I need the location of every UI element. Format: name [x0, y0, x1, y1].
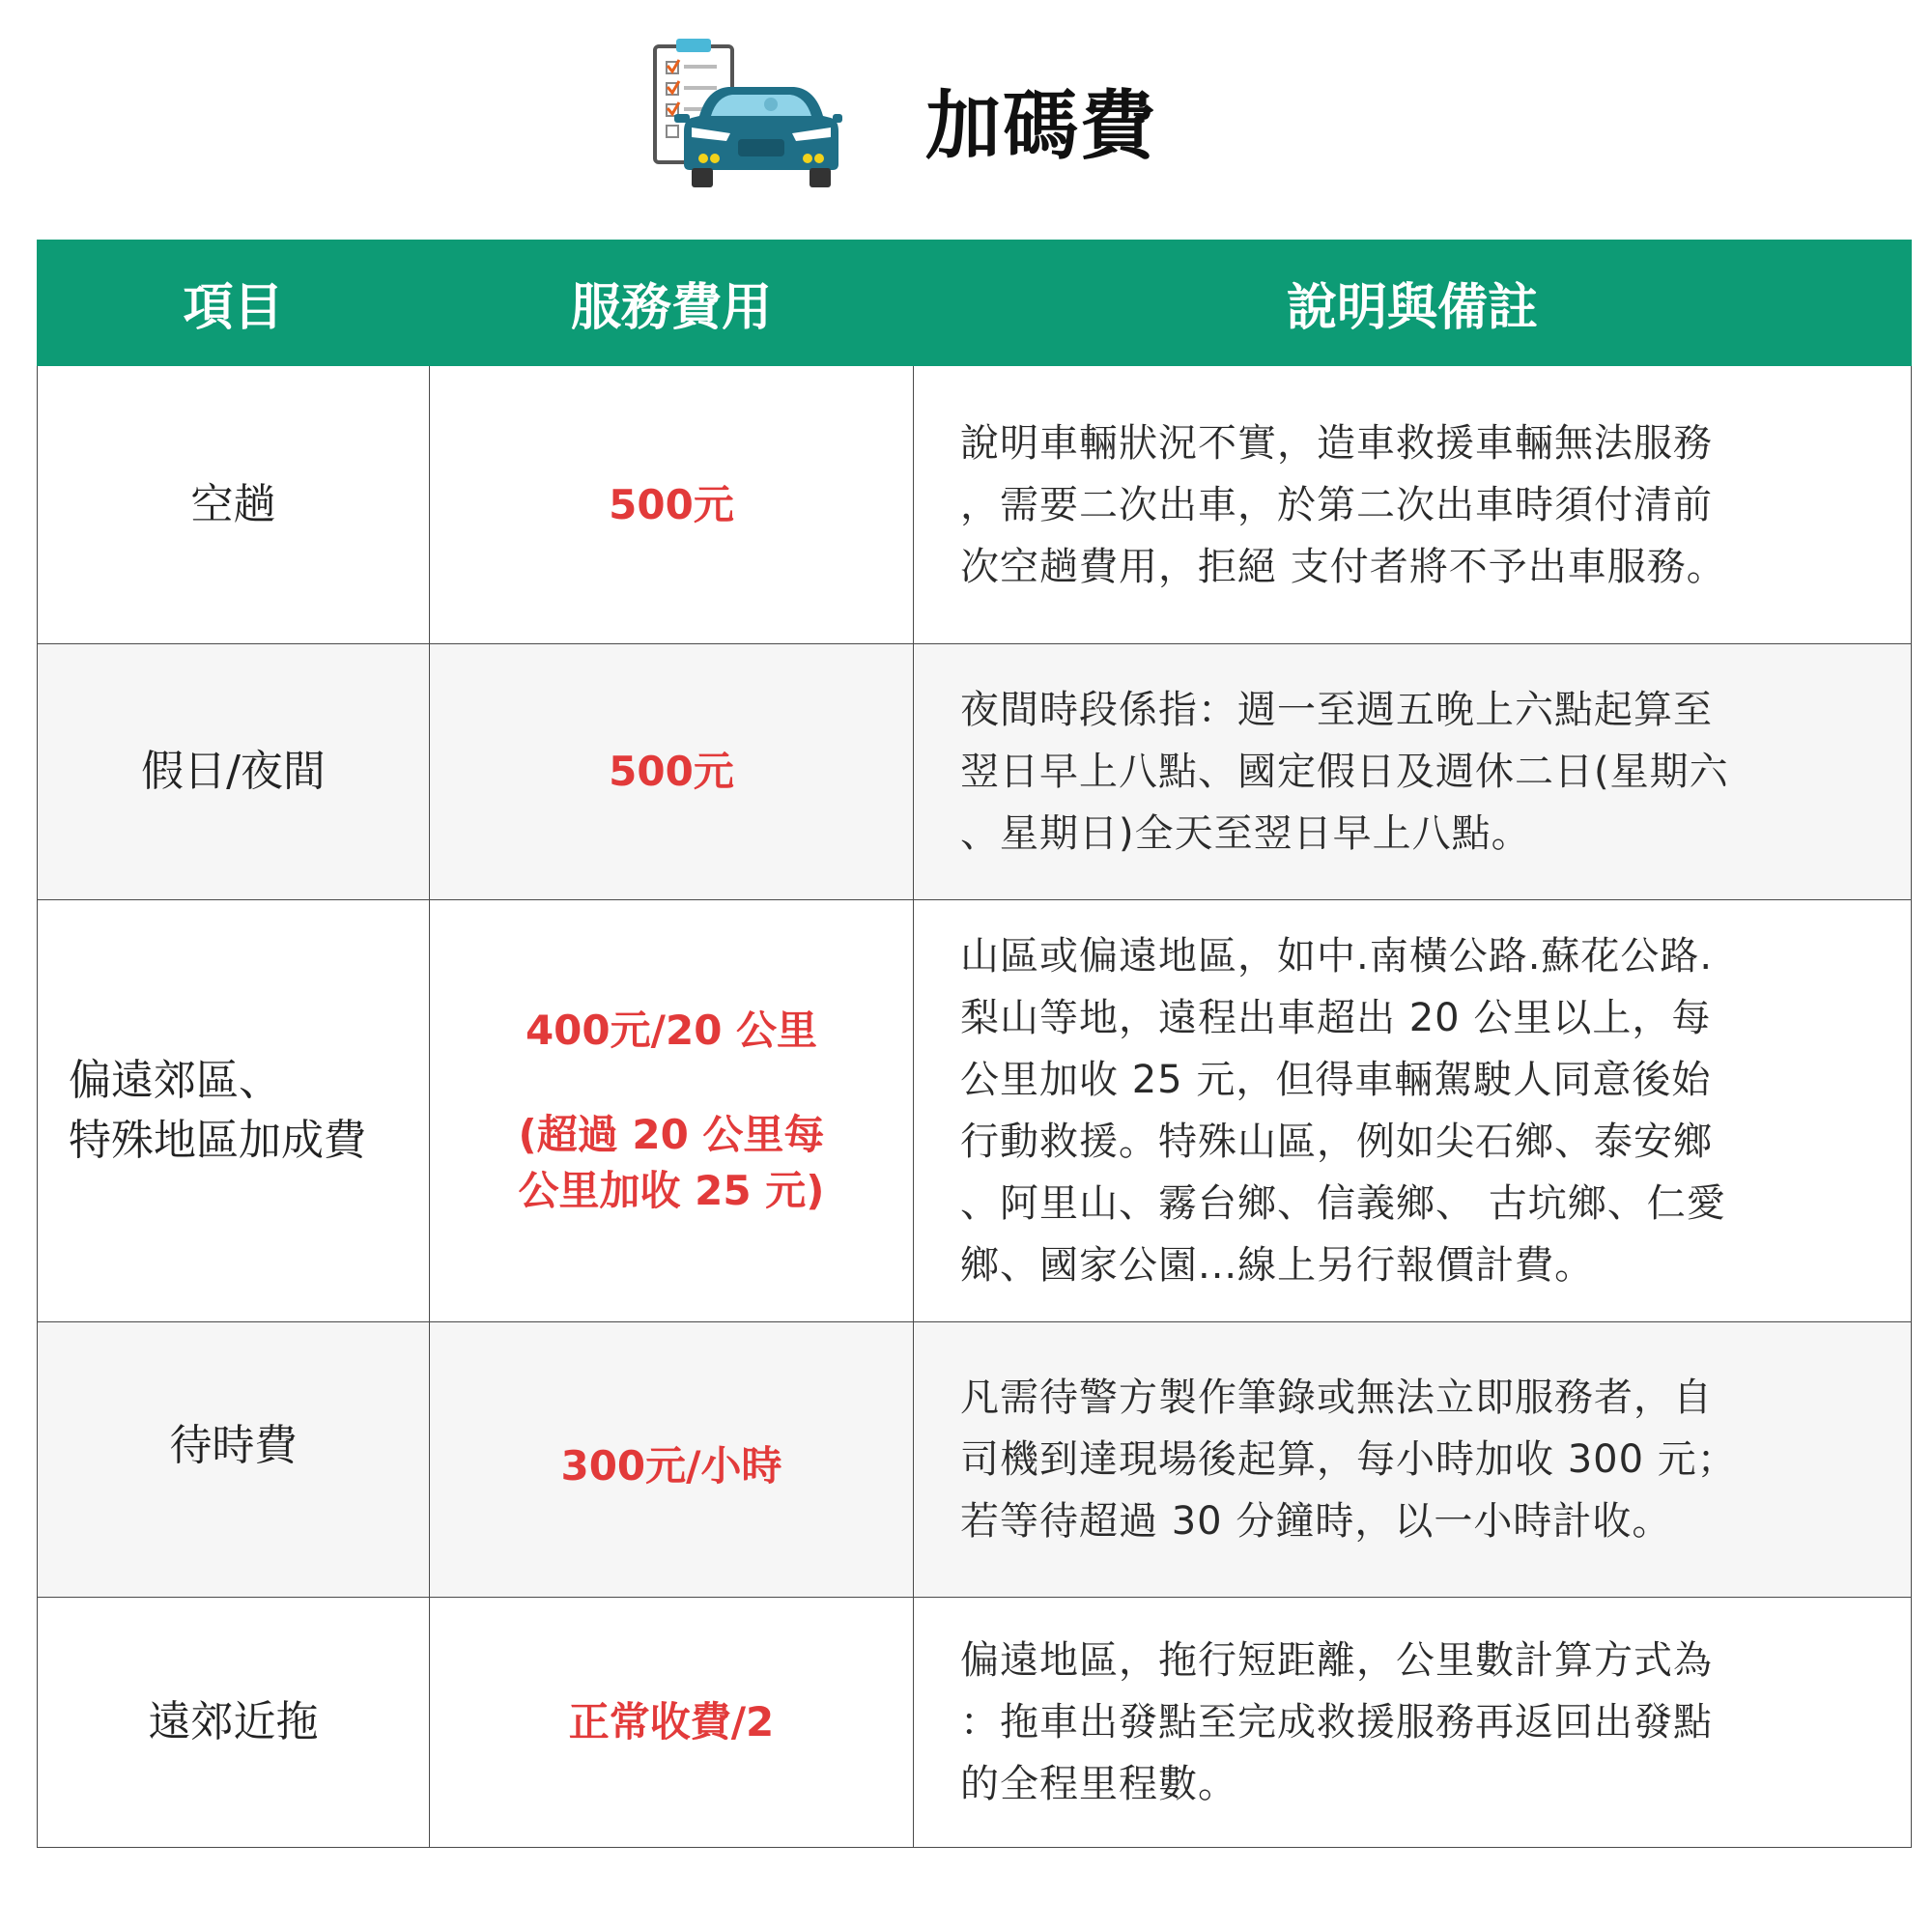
column-header-item: 項目 [38, 240, 430, 366]
item-cell: 空趟 [38, 366, 430, 644]
fee-cell: 500元 [430, 366, 914, 644]
table-row [38, 1322, 1912, 1598]
fee-cell: 300元/小時 [430, 1322, 914, 1598]
fee-line: (超過 20 公里每 [518, 1111, 825, 1158]
item-line: 特殊地區加成費 [69, 1116, 366, 1165]
page-header [0, 0, 1932, 240]
item-line: 偏遠郊區、 [69, 1056, 281, 1105]
table-row [38, 900, 1912, 1322]
description-cell: 偏遠地區，拖行短距離，公里數計算方式為 ：拖車出發點至完成救援服務再返回出發點 的全程里程數。 [914, 1598, 1912, 1848]
column-header-description: 說明與備註 [914, 240, 1912, 366]
fee-cell [430, 900, 914, 1322]
item-cell: 遠郊近拖 [38, 1598, 430, 1848]
fee-cell: 正常收費/2 [430, 1598, 914, 1848]
fee-table [37, 240, 1912, 1848]
table-header-row [38, 240, 1912, 366]
description-cell: 山區或偏遠地區，如中.南橫公路.蘇花公路. 梨山等地，遠程出車超出 20 公里以上，每 公里加收 25 元，但得車輛駕駛人同意後始 行動救援。特殊山區，例如尖石鄉、泰安鄉 、阿里山、霧台鄉、信義鄉、 古坑鄉、仁愛 鄉、國家公園...線上另行報價計費。 [914, 900, 1912, 1322]
page-title: 加碼費 [925, 83, 1158, 170]
item-cell: 假日/夜間 [38, 644, 430, 900]
item-cell: 待時費 [38, 1322, 430, 1598]
checklist-car-icon [649, 39, 842, 198]
fee-line: 公里加收 25 元) [518, 1167, 825, 1214]
fee-cell: 500元 [430, 644, 914, 900]
column-header-fee: 服務費用 [430, 240, 914, 366]
fee-line: 400元/20 公里 [525, 1007, 818, 1054]
item-cell [38, 900, 430, 1322]
table-row [38, 1598, 1912, 1848]
description-cell: 夜間時段係指：週一至週五晚上六點起算至 翌日早上八點、國定假日及週休二日(星期六 、星期日)全天至翌日早上八點。 [914, 644, 1912, 900]
description-cell: 凡需待警方製作筆錄或無法立即服務者，自 司機到達現場後起算，每小時加收 300 元； 若等待超過 30 分鐘時，以一小時計收。 [914, 1322, 1912, 1598]
table-row [38, 366, 1912, 644]
table-row [38, 644, 1912, 900]
description-cell: 說明車輛狀況不實，造車救援車輛無法服務 ，需要二次出車，於第二次出車時須付清前 次空趟費用，拒絕 支付者將不予出車服務。 [914, 366, 1912, 644]
